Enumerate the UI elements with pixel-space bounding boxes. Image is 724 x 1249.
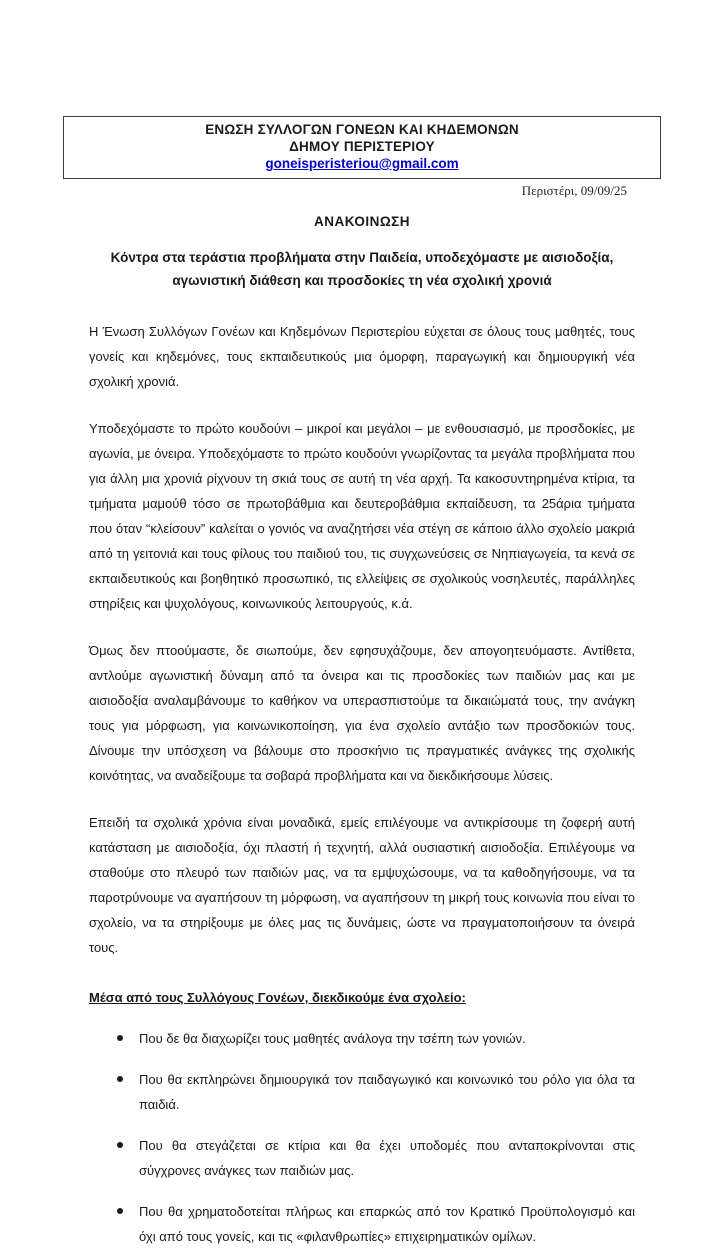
claim-text: Που θα στεγάζεται σε κτίρια και θα έχει υποδομές που ανταποκρίνονται στις σύγχρονες ανάγκες των παιδιών μας.: [139, 1138, 635, 1178]
claim-text: Που θα εκπληρώνει δημιουργικά τον παιδαγωγικό και κοινωνικό του ρόλο για όλα τα παιδιά.: [139, 1072, 635, 1112]
claims-list: [89, 1026, 635, 1249]
document-body: [89, 319, 635, 1249]
paragraph-determination: Όμως δεν πτοούμαστε, δε σιωπούμε, δεν εφησυχάζουμε, δεν απογοητευόμαστε. Αντίθετα, αντλούμε αγωνιστική δύναμη από τα όνειρα και τις προσδοκίες των παιδιών μας και με αισιοδοξία αναλαμβάνουμε το καθήκον να υπερασπιστούμε τα δικαιώματά τους, την ανάγκη τους για μόρφωση, για κοινωνικοποίηση, για ένα σχολείο αντάξιο των προσδοκιών τους. Δίνουμε την υπόσχεση να βάλουμε στο προσκήνιο τις πραγματικές ανάγκες της σχολικής κοινότητας, να αναδείξουμε τα σοβαρά προβλήματα και να διεκδικήσουμε λύσεις.: [89, 643, 635, 783]
bullet-icon: [117, 1208, 123, 1214]
paragraph-first-bell-problems: Υποδεχόμαστε το πρώτο κουδούνι – μικροί και μεγάλοι – με ενθουσιασμό, με προσδοκίες, με αγωνία, με όνειρα. Υποδεχόμαστε το πρώτο κουδούνι γνωρίζοντας τα μεγάλα προβλήματα που για άλλη μια χρονιά ρίχνουν τη σκιά τους σε αυτή τη νέα αρχή. Τα κακοσυντηρημένα κτίρια, τα τμήματα μαμούθ τόσο σε πρωτοβάθμια και δευτεροβάθμια εκπαίδευση, τα 25άρια τμήματα που όταν “κλείσουν” καλείται ο γονιός να αναζητήσει νέα στέγη σε κάποιο άλλο σχολείο μακριά από τη γειτονιά και τους φίλους του παιδιού του, τις συγχωνεύσεις σε Νηπιαγωγεία, τα κενά σε εκπαιδευτικούς και βοηθητικό προσωπικό, τις ελλείψεις σε σχολικούς νοσηλευτές, παράλληλες στηρίξεις και ψυχολόγους, κοινωνικούς λειτουργούς, κ.ά.: [89, 421, 635, 611]
bullet-icon: [117, 1076, 123, 1082]
org-name-line1: ΕΝΩΣΗ ΣΥΛΛΟΓΩΝ ΓΟΝΕΩΝ ΚΑΙ ΚΗΔΕΜΟΝΩΝ: [205, 122, 519, 137]
paragraph-optimism: Επειδή τα σχολικά χρόνια είναι μοναδικά, εμείς επιλέγουμε να αντικρίσουμε τη ζοφερή αυτή κατάσταση με αισιοδοξία, όχι πλαστή ή τεχνητή, αλλά ουσιαστική αισιοδοξία. Επιλέγουμε να σταθούμε στο πλευρό των παιδιών μας, να τα εμψυχώσουμε, να τα καθοδηγήσουμε, να τα παροτρύνουμε να αγαπήσουν τη μόρφωση, να αγαπήσουν τη μικρή τους κοινωνία που είναι το σχολείο, να τα στηρίξουμε με όλες μας τις δυνάμεις, ώστε να πραγματοποιήσουν τα όνειρά τους.: [89, 815, 635, 955]
email-link[interactable]: goneisperisteriou@gmail.com: [265, 156, 459, 171]
list-item: [139, 1026, 635, 1051]
document-page: [0, 116, 724, 1244]
claims-heading: Μέσα από τους Συλλόγους Γονέων, διεκδικούμε ένα σχολείο:: [89, 990, 466, 1005]
dateline: Περιστέρι, 09/09/25: [521, 183, 627, 198]
bullet-icon: [117, 1142, 123, 1148]
document-subtitle: Κόντρα στα τεράστια προβλήματα στην Παιδεία, υποδεχόμαστε με αισιοδοξία, αγωνιστική διάθεση και προσδοκίες τη νέα σχολική χρονιά: [110, 250, 614, 288]
paragraph-greeting: Η Ένωση Συλλόγων Γονέων και Κηδεμόνων Περιστερίου εύχεται σε όλους τους μαθητές, τους γονείς και κηδεμόνες, τους εκπαιδευτικούς μια όμορφη, παραγωγική και δημιουργική νέα σχολική χρονιά.: [89, 324, 635, 389]
bullet-icon: [117, 1035, 123, 1041]
list-item: [139, 1133, 635, 1183]
claim-text: Που θα χρηματοδοτείται πλήρως και επαρκώς από τον Κρατικό Προϋπολογισμό και όχι από τους γονείς, και τις «φιλανθρωπίες» επιχειρηματικών ομίλων.: [139, 1204, 635, 1244]
list-item: [139, 1199, 635, 1249]
claim-text: Που δε θα διαχωρίζει τους μαθητές ανάλογα την τσέπη των γονιών.: [139, 1031, 526, 1046]
letterhead-box: [63, 116, 661, 179]
document-title: ΑΝΑΚΟΙΝΩΣΗ: [313, 214, 411, 229]
list-item: [139, 1067, 635, 1117]
org-name-line2: ΔΗΜΟΥ ΠΕΡΙΣΤΕΡΙΟΥ: [289, 139, 435, 154]
